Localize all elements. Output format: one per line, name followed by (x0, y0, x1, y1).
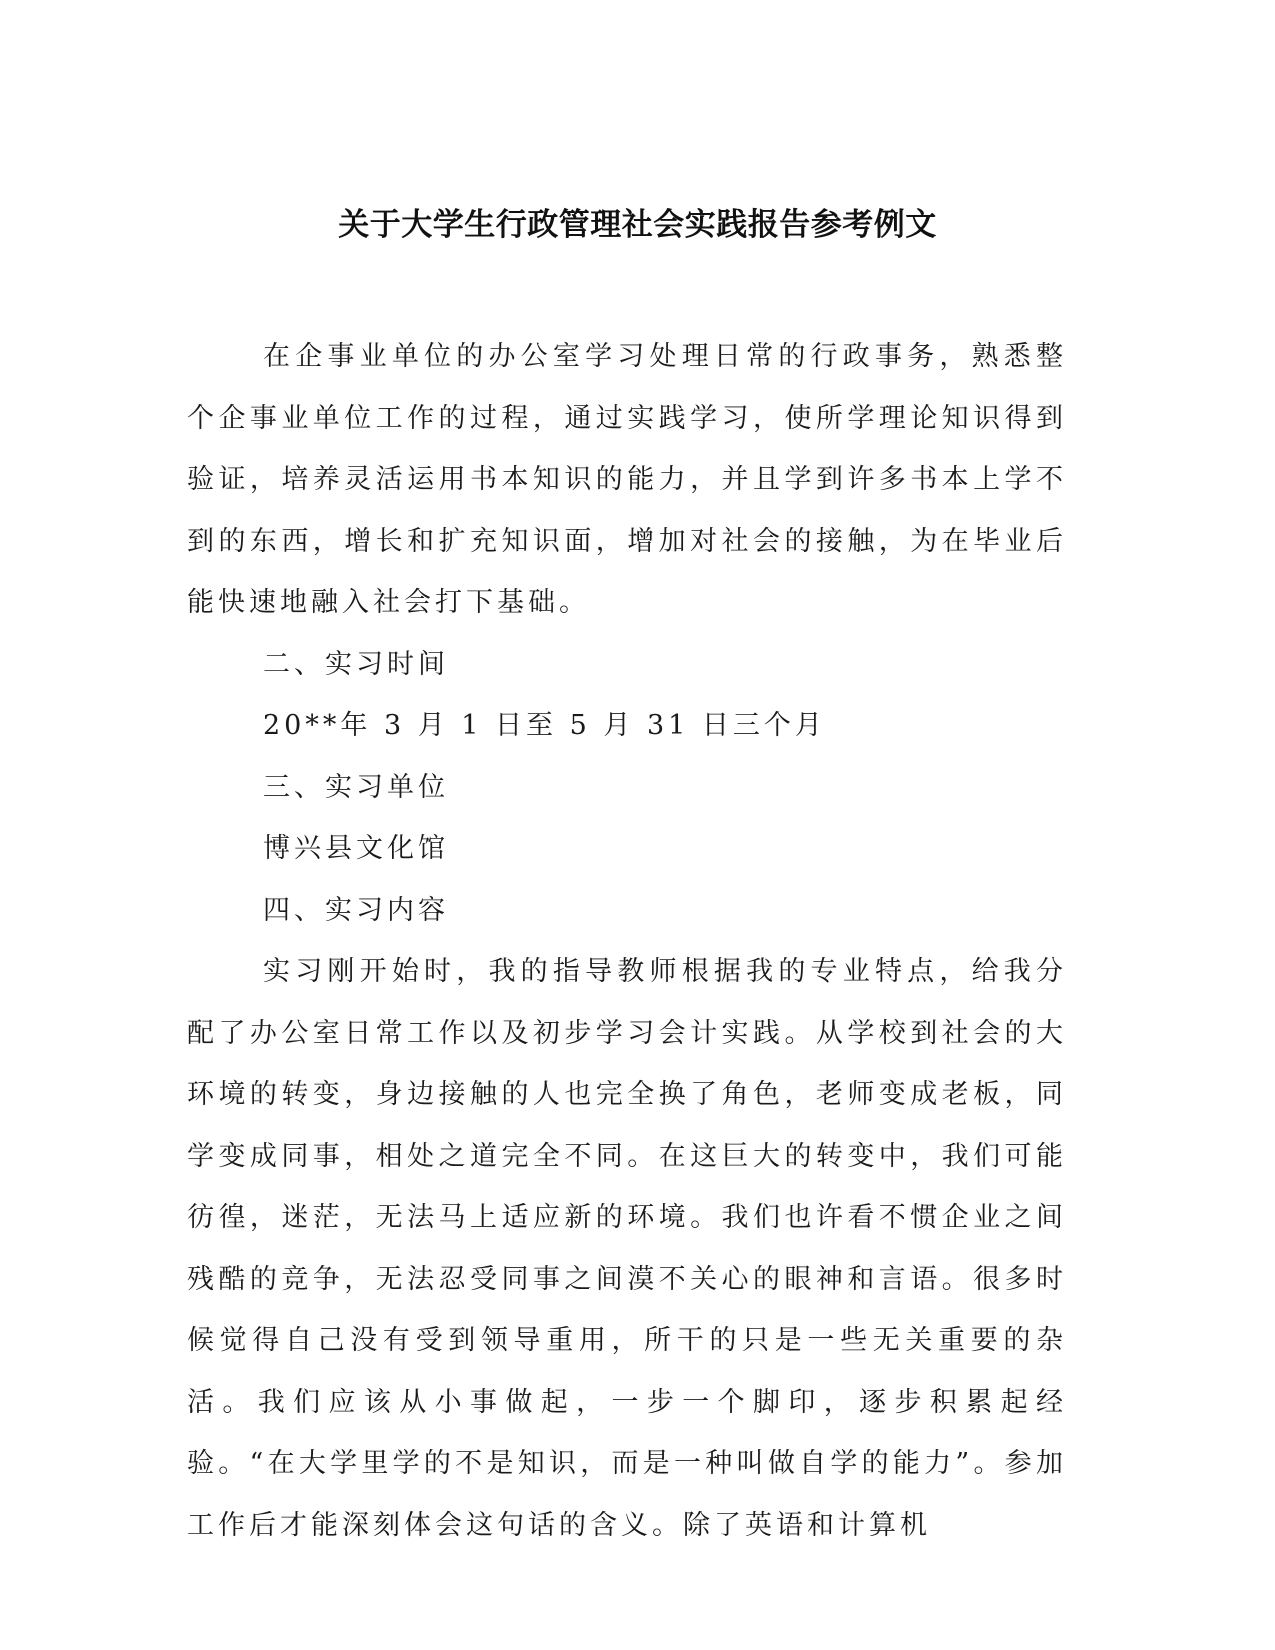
internship-unit-text: 博兴县文化馆 (263, 833, 449, 864)
internship-content-paragraph: 实习刚开始时，我的指导教师根据我的专业特点，给我分配了办公室日常工作以及初步学习会计实践。从学校到社会的大环境的转变，身边接触的人也完全换了角色，老师变成老板，同学变成同事，相处之道完全不同。在这巨大的转变中，我们可能彷徨，迷茫，无法马上适应新的环境。我们也许看不惯企业之间残酷的竞争，无法忍受同事之间漠不关心的眼神和言语。很多时候觉得自己没有受到领导重用，所干的只是一些无关重要的杂活。我们应该从小事做起，一步一个脚印，逐步积累起经验。“在大学里学的不是知识，而是一种叫做自学的能力”。参加工作后才能深刻体会这句话的含义。除了英语和计算机 (187, 956, 1067, 1541)
internship-time-text: 20**年 3 月 1 日至 5 月 31 日三个月 (263, 710, 826, 741)
section-heading-internship-content: 四、实习内容 (263, 894, 449, 926)
section-heading-internship-time: 二、实习时间 (263, 648, 449, 680)
document-body (187, 326, 1067, 1556)
intro-paragraph: 在企事业单位的办公室学习处理日常的行政事务，熟悉整个企事业单位工作的过程，通过实践学习，使所学理论知识得到验证，培养灵活运用书本知识的能力，并且学到许多书本上学不到的东西，增长和扩充知识面，增加对社会的接触，为在毕业后能快速地融入社会打下基础。 (187, 341, 1067, 618)
document-title: 关于大学生行政管理社会实践报告参考例文 (338, 207, 937, 243)
section-heading-internship-unit: 三、实习单位 (263, 771, 449, 803)
